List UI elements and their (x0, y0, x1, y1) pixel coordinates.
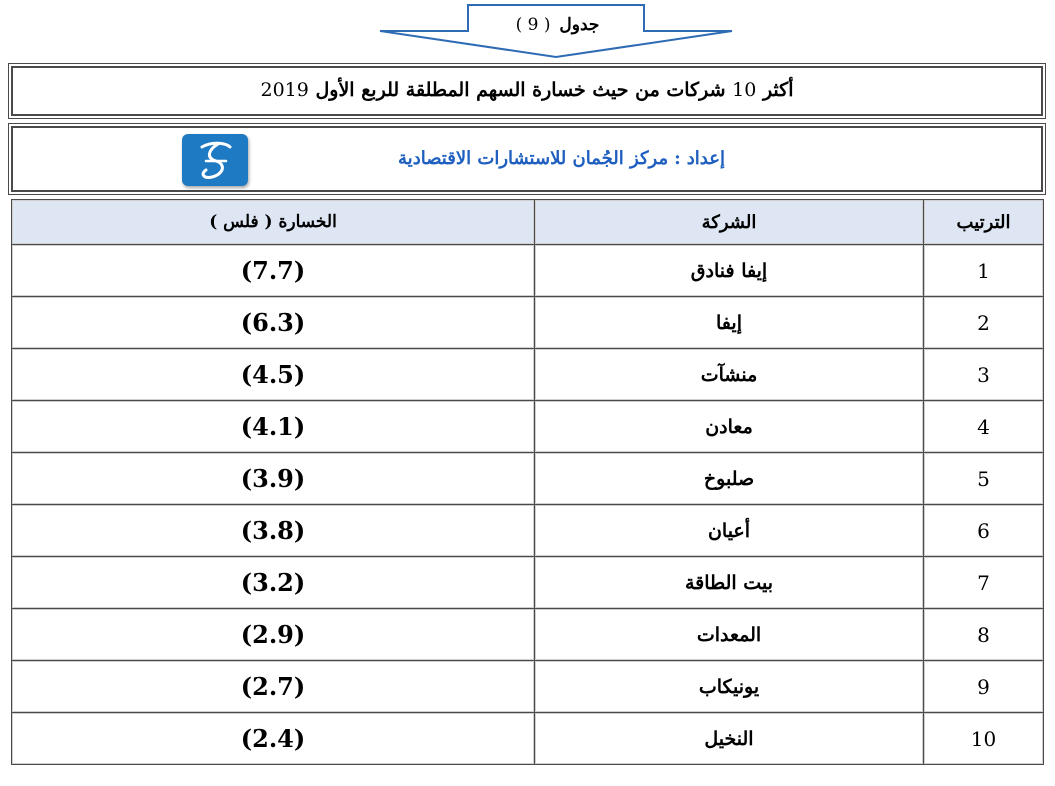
company-cell: إيفا (535, 297, 924, 349)
loss-cell: (3.8) (12, 505, 535, 557)
rank-cell: 3 (924, 349, 1044, 401)
rank-cell: 8 (924, 609, 1044, 661)
loss-header: الخسارة ( فلس ) (12, 200, 535, 245)
table-row (12, 453, 1044, 505)
table-row (12, 297, 1044, 349)
table-row (12, 713, 1044, 765)
table-row (12, 505, 1044, 557)
loss-cell: (2.7) (12, 661, 535, 713)
credit-colon: : (674, 148, 681, 169)
credit-line (313, 148, 725, 169)
rank-cell: 7 (924, 557, 1044, 609)
title-box (11, 66, 1043, 116)
loss-cell: (7.7) (12, 245, 535, 297)
loss-cell: (2.9) (12, 609, 535, 661)
title-text: شركات من حيث خسارة السهم المطلقة للربع الأول (315, 79, 726, 101)
table-row (12, 349, 1044, 401)
table-number-label (376, 15, 736, 35)
company-cell: معادن (535, 401, 924, 453)
table-row (12, 401, 1044, 453)
company-cell: صلبوخ (535, 453, 924, 505)
table-row (12, 609, 1044, 661)
credit-box (11, 126, 1043, 192)
rank-cell: 4 (924, 401, 1044, 453)
company-cell: منشآت (535, 349, 924, 401)
page-title (13, 79, 1041, 101)
credit-prefix: إعداد (686, 148, 725, 169)
table-word: جدول (559, 15, 600, 35)
title-year: 2019 (260, 79, 309, 101)
company-cell: يونيكاب (535, 661, 924, 713)
rank-cell: 10 (924, 713, 1044, 765)
rank-cell: 1 (924, 245, 1044, 297)
title-word: أكثر (762, 79, 794, 101)
table-row (12, 245, 1044, 297)
rank-cell: 2 (924, 297, 1044, 349)
credit-name: مركز الجُمان للاستشارات الاقتصادية (398, 148, 669, 169)
rank-header: الترتيب (924, 200, 1044, 245)
loss-cell: (6.3) (12, 297, 535, 349)
rank-cell: 5 (924, 453, 1044, 505)
loss-cell: (3.9) (12, 453, 535, 505)
table-row (12, 557, 1044, 609)
company-cell: إيفا فنادق (535, 245, 924, 297)
aljuman-logo-icon (182, 134, 248, 186)
company-cell: أعيان (535, 505, 924, 557)
loss-table (11, 199, 1044, 765)
company-cell: بيت الطاقة (535, 557, 924, 609)
loss-cell: (4.5) (12, 349, 535, 401)
loss-cell: (2.4) (12, 713, 535, 765)
rank-cell: 9 (924, 661, 1044, 713)
table-number: ( 9 ) (515, 15, 551, 35)
company-cell: النخيل (535, 713, 924, 765)
loss-cell: (3.2) (12, 557, 535, 609)
title-number: 10 (732, 79, 757, 101)
company-cell: المعدات (535, 609, 924, 661)
loss-cell: (4.1) (12, 401, 535, 453)
table-header-row (12, 200, 1044, 245)
table-number-arrow (376, 3, 736, 59)
rank-cell: 6 (924, 505, 1044, 557)
company-header: الشركة (535, 200, 924, 245)
table-row (12, 661, 1044, 713)
